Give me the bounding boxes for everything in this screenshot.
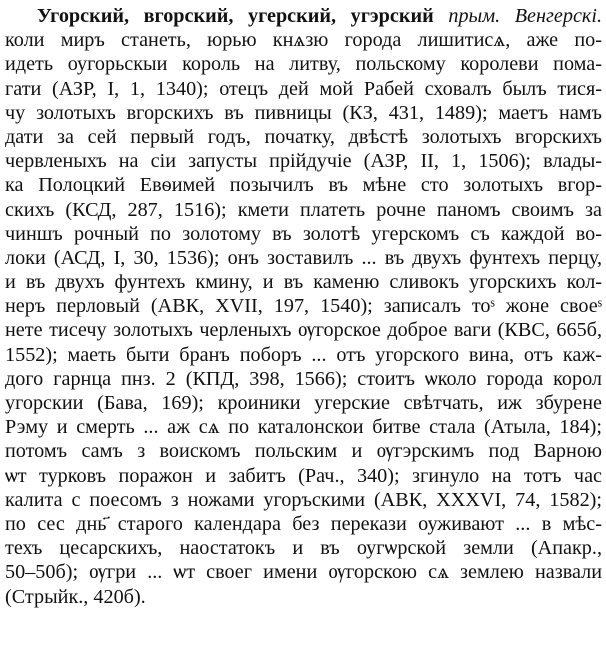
entry-line: потомъ самъ з воискомъ польским и ѹгэрскимъ под Варною [5, 440, 602, 463]
entry-line: нете тисечу золотыхъ черленыхъ ѹгорское доброе ваги (КВС, 665б, [5, 319, 602, 342]
entry-line: ѡт турковъ поражон и забитъ (Рач., 340); згинуло на тотъ час [5, 464, 602, 487]
entry-line: калита с поесомъ з ножами угоръскими (АВК, XXXVI, 74, 1582); [5, 488, 602, 511]
entry-line: дати за сей первый годъ, початку, двѣстѣ золотыхъ вгорскихъ [5, 125, 602, 148]
entry-line: Рэму и смерть ... аж сѧ по каталонскои битве стала (Атыла, 184); [5, 416, 602, 439]
entry-line: и въ двухъ фунтехъ кмину, и въ каменю сливокъ угорскихъ кол- [5, 271, 602, 294]
entry-line: по сес днь҃ старого календара без перекази оуживают ... в мѣс- [5, 512, 602, 535]
entry-line: коли миръ станеть, юрью кнѧзю города лишитисѧ, аже по- [5, 29, 602, 52]
entry-line: чу золотыхъ вгорскихъ въ пивницы (КЗ, 431, 1489); маетъ намъ [5, 101, 602, 124]
entry-line: идеть оугорьскыи король на литву, польскому королеви пома- [5, 53, 602, 76]
entry-last-line: (Стрыйк., 420б). [5, 585, 146, 608]
entry-line: 50–50б); ѹгри ... ѡт своег имени ѹгорскою сѧ землею назвали [5, 561, 602, 584]
entry-line: неръ перловый (АВК, XVII, 197, 1540); записалъ тоˢ жоне своеˢ [5, 295, 602, 318]
entry-line: ка Полоцкий Евѳимей позычилъ въ мѣне сто золотыхъ вгор- [5, 174, 602, 197]
entry-line: локи (АСД, I, 30, 1536); онъ зоставилъ ... въ двухъ фунтехъ перцу, [5, 246, 602, 269]
headword: Угорский, вгорский, угерский, угэрский [37, 5, 434, 27]
entry-line: 1552); маеть быти бранъ поборъ ... отъ угорского вина, отъ каж- [5, 343, 602, 366]
entry-line: дого гарнца пнз. 2 (КПД, 398, 1566); стоитъ ѡколо города корол [5, 367, 602, 390]
entry-first-line [5, 4, 602, 28]
entry-line: гати (АЗР, I, 1, 1340); отецъ дей мой Рабей сховалъ былъ тися- [5, 77, 602, 100]
entry-line: техъ цесарскихъ, наостатокъ и въ оугѡрской земли (Апакр., [5, 537, 602, 560]
entry-line: червленыхъ на сiи запусты прiйдучiе (АЗР, II, 1, 1506); влады- [5, 150, 602, 173]
entry-line: чиншъ рочный по золотому въ золотѣ угерскомъ съ каждой во- [5, 222, 602, 245]
gloss: прым. Венгерскі. [448, 5, 602, 27]
entry-line: угорскии (Бава, 169); кроиники угерские свѣтчать, иж збурене [5, 392, 602, 414]
entry-line: скихъ (КСД, 287, 1516); кмети платеть рочне паномъ своимъ за [5, 198, 602, 221]
